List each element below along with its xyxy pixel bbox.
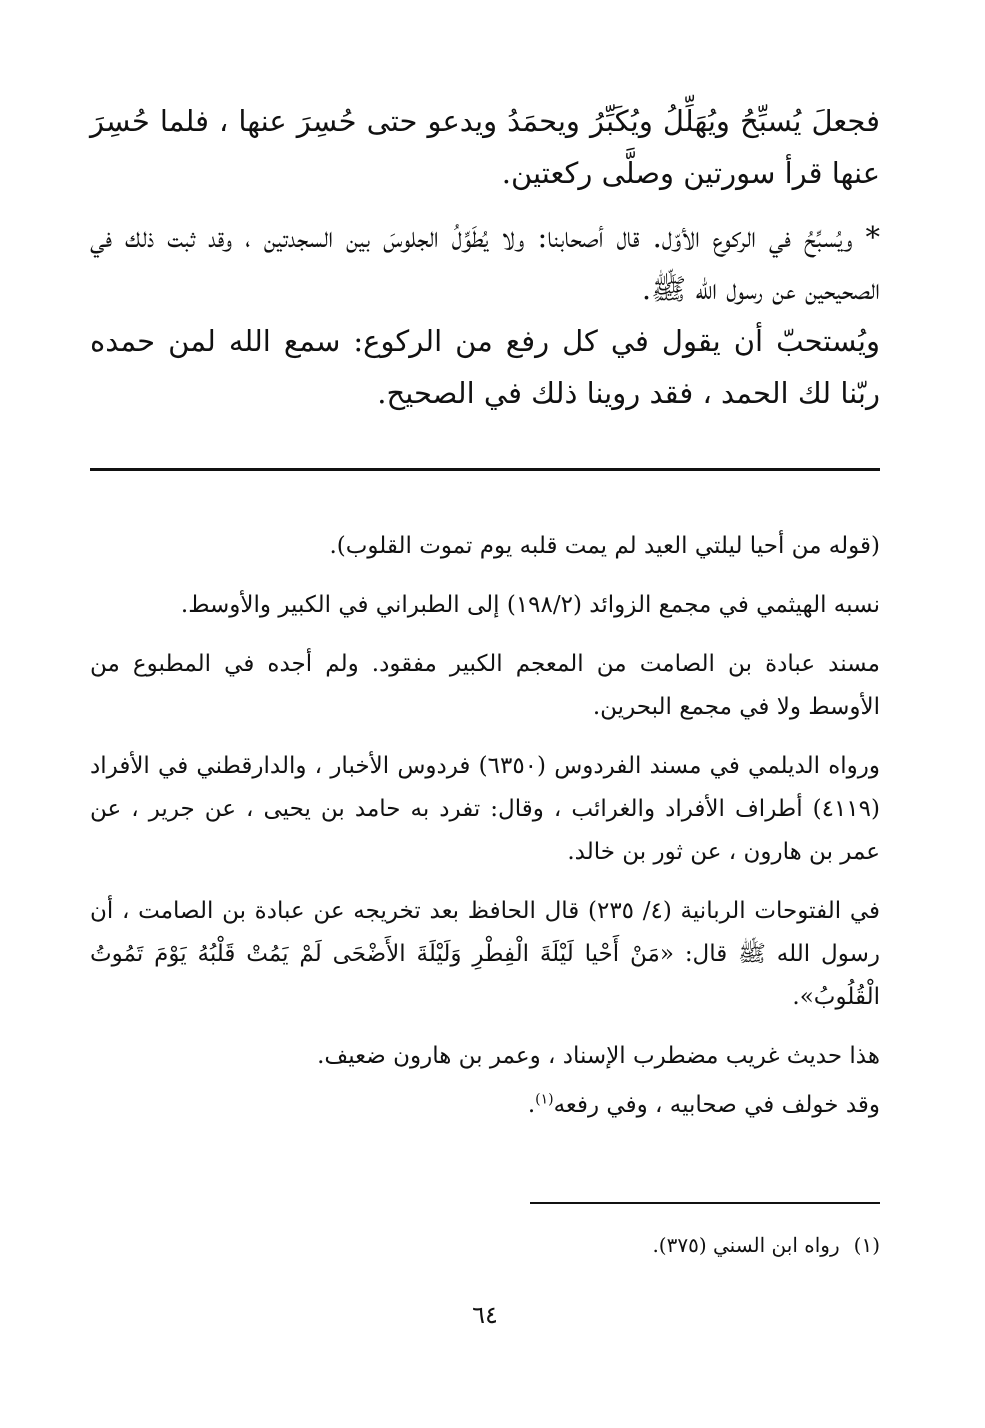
notes-section [90, 525, 880, 1143]
main-paragraph-2: * ويُسبِّحُ في الركوع الأوّل. قال أصحابنا: ولا يُطَوِّلُ الجلوسَ بين السجدتين ، وقد ثبت ذلك في الصحيحين عن رسول الله ﷺ. [90, 220, 880, 306]
page-number: ٦٤ [472, 1301, 498, 1329]
note-paragraph-2: نسبه الهيثمي في مجمع الزوائد (١٩٨/٢) إلى الطبراني في الكبير والأوسط. [180, 592, 880, 618]
main-text [90, 95, 880, 419]
main-paragraph-1: فجعلَ يُسبِّحُ ويُهَلِّلُ ويُكَبِّرُ ويحمَدُ ويدعو حتى حُسِرَ عنها ، فلما حُسِرَ عنها قرأ سورتين وصلَّى ركعتين. [90, 104, 880, 190]
section-divider [90, 468, 880, 471]
footnote-number: (١) [853, 1233, 880, 1257]
note-paragraph-4: ورواه الديلمي في مسند الفردوس (٦٣٥٠) فردوس الأخبار ، والدارقطني في الأفراد (٤١١٩) أطراف الأفراد والغرائب ، وقال: تفرد به حامد بن يحيى ، عن جرير ، عن عمر بن هارون ، عن ثور بن خالد. [90, 753, 880, 865]
main-paragraph-3: ويُستحبّ أن يقول في كل رفع من الركوع: سمع الله لمن حمده ربّنا لك الحمد ، فقد روينا ذلك في الصحيح. [90, 324, 880, 410]
footnote-reference[interactable]: (١) [535, 1091, 554, 1108]
note-paragraph-7 [90, 1084, 880, 1127]
footnote [90, 1230, 880, 1260]
note-paragraph-7-end: . [527, 1092, 536, 1118]
note-paragraph-1: (قوله من أحيا ليلتي العيد لم يمت قلبه يوم تموت القلوب). [329, 533, 880, 559]
note-paragraph-6: هذا حديث غريب مضطرب الإسناد ، وعمر بن هارون ضعيف. [317, 1043, 880, 1069]
note-paragraph-7-text: وقد خولف في صحابيه ، وفي رفعه [553, 1092, 880, 1118]
footnote-text: رواه ابن السني (٣٧٥). [652, 1233, 840, 1257]
book-page [90, 95, 880, 1415]
note-paragraph-3: مسند عبادة بن الصامت من المعجم الكبير مفقود. ولم أجده في المطبوع من الأوسط ولا في مجمع البحرين. [90, 651, 880, 720]
note-paragraph-5: في الفتوحات الربانية (٤/ ٢٣٥) قال الحافظ بعد تخريجه عن عبادة بن الصامت ، أن رسول الله ﷺ قال: «مَنْ أَحْيا لَيْلَةَ الْفِطْرِ وَلَيْلَةَ الأَضْحَى لَمْ يَمُتْ قَلْبُهُ يَوْمَ تَمُوتُ الْقُلُوبُ». [90, 898, 880, 1010]
footnote-divider [530, 1202, 880, 1204]
